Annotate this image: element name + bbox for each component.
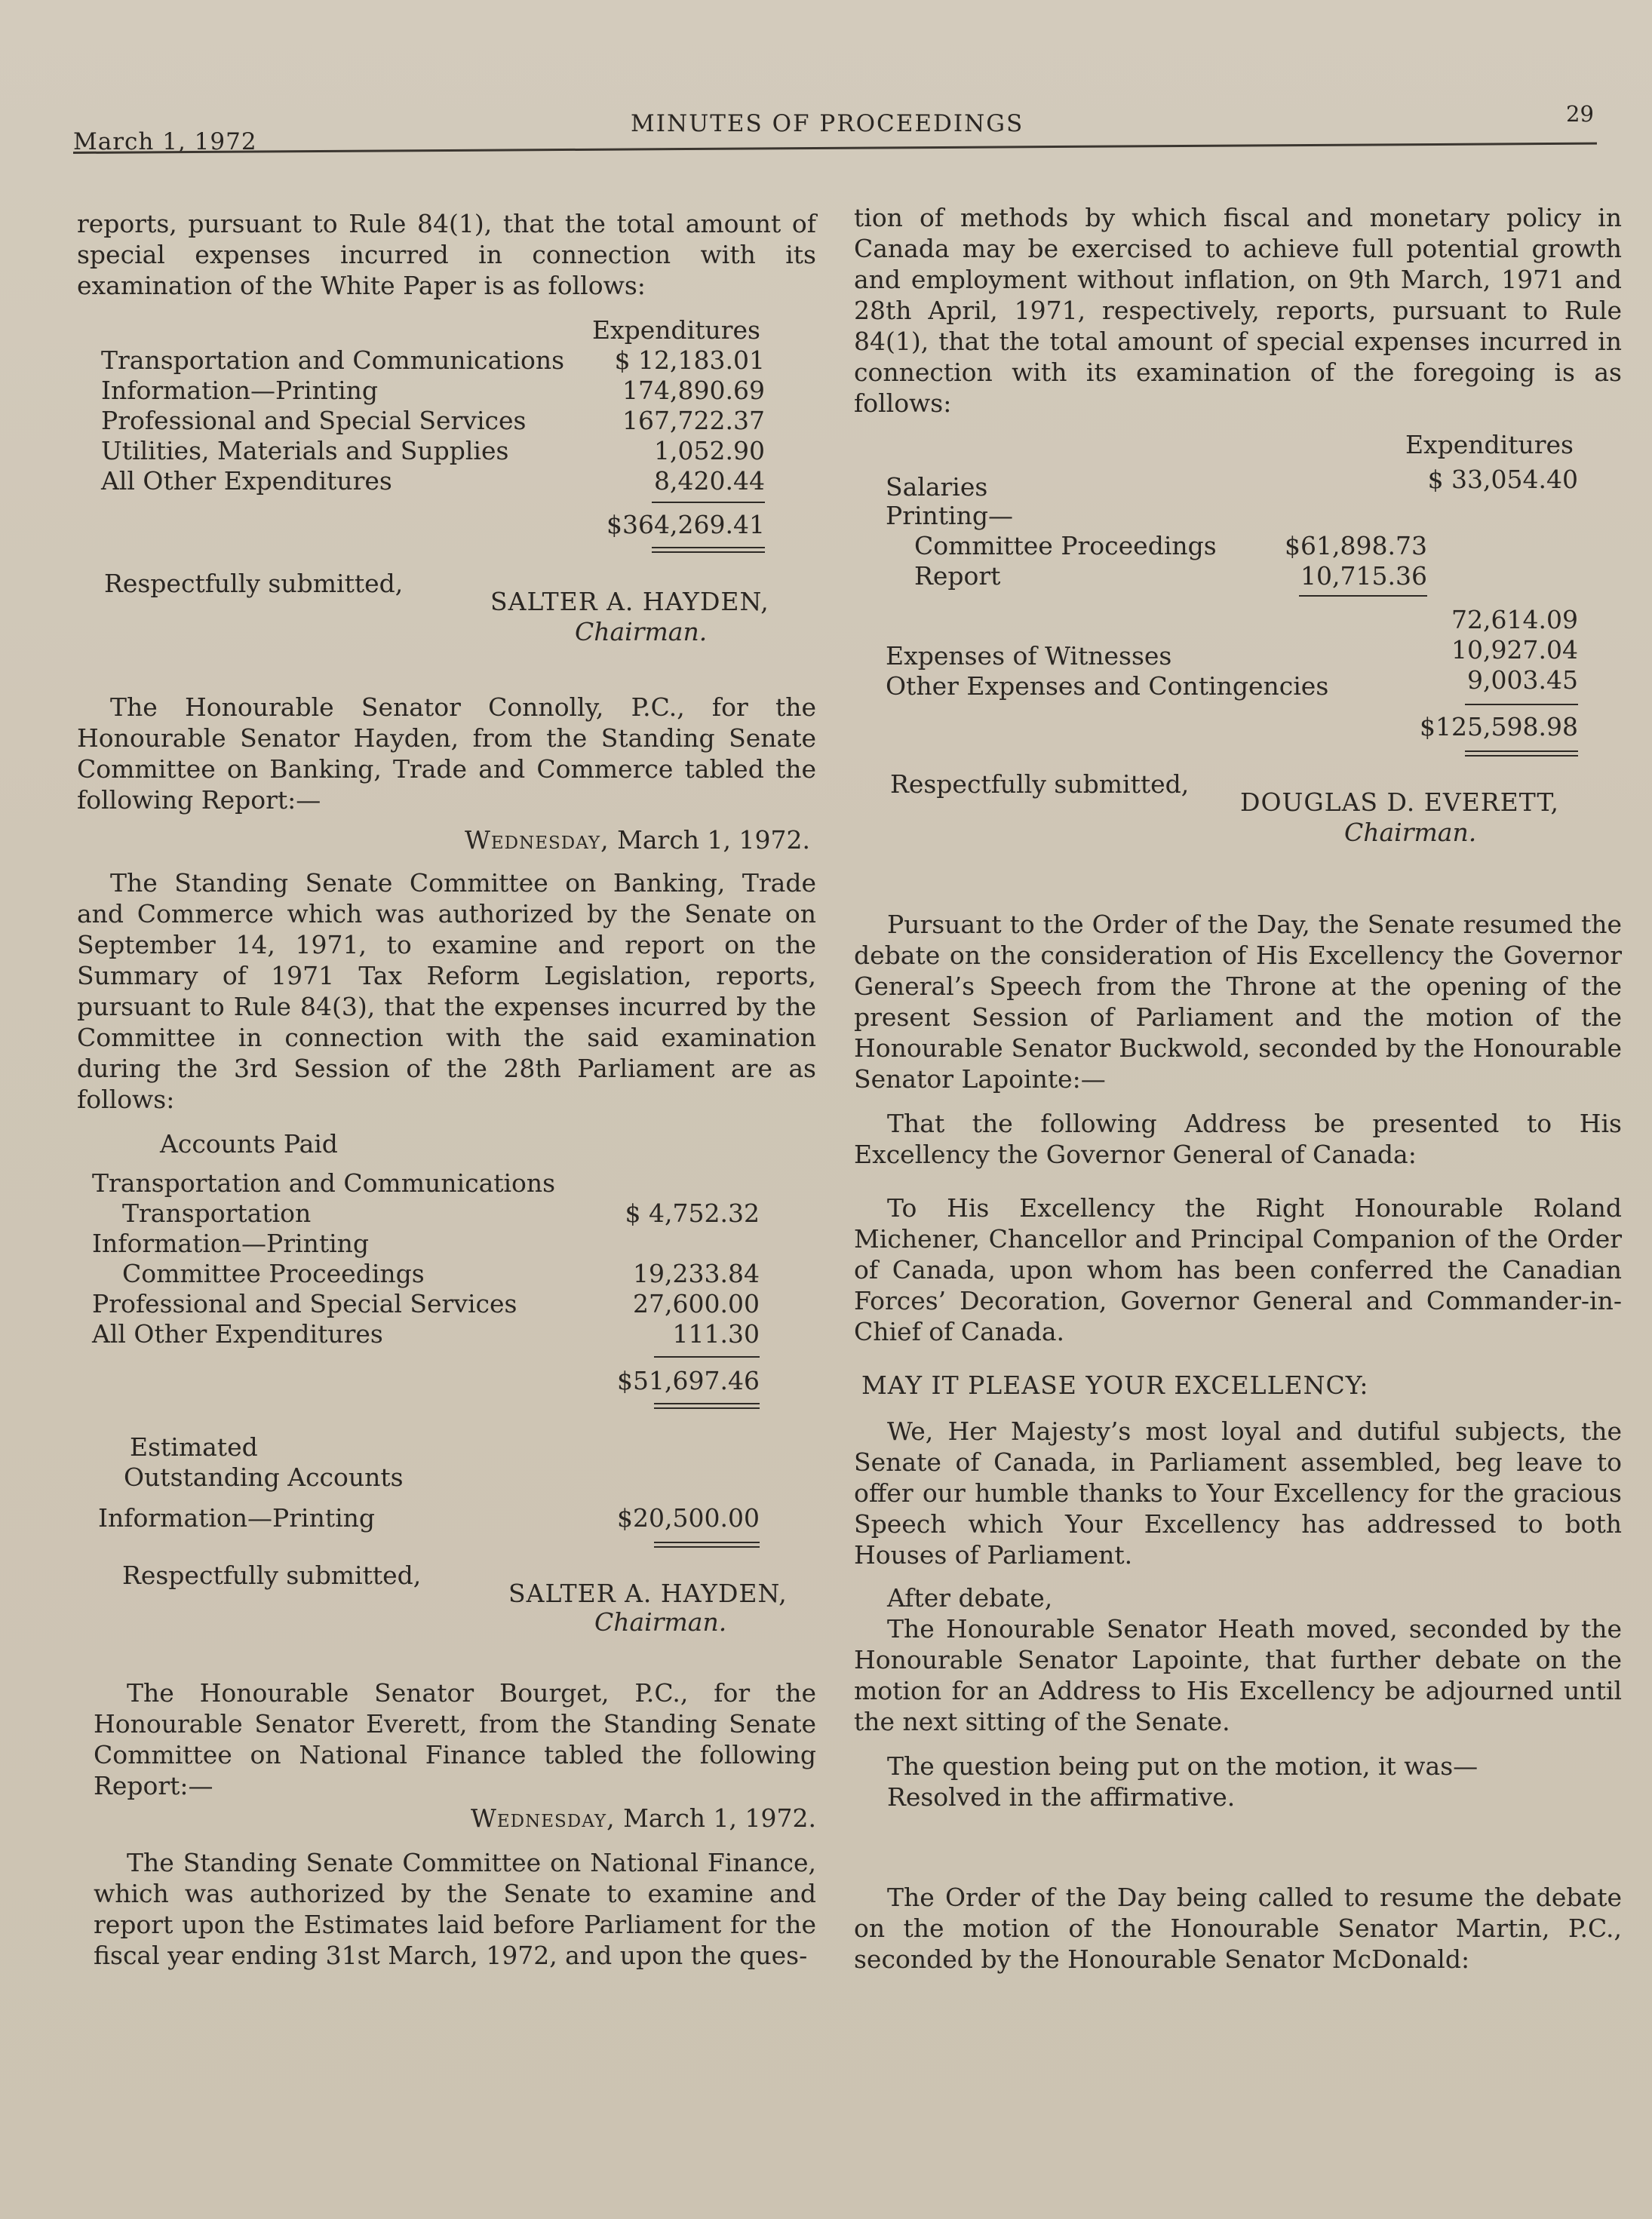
subtotal-rule: [652, 502, 765, 503]
table-row: Printing—: [886, 501, 1013, 530]
chairman-name: SALTER A. HAYDEN,: [490, 587, 769, 616]
table-row: Expenses of Witnesses 10,927.04: [886, 635, 1578, 671]
table-row: Information—Printing: [92, 1229, 370, 1258]
respectfully-submitted: Respectfully submitted,: [104, 569, 404, 598]
order-of-day-paragraph: The Order of the Day being called to resume the debate on the motion of the Honourable Senator Martin, P.C., seconded by the Honourable Senator McDonald:: [854, 1883, 1622, 1974]
total-double-rule: [652, 547, 765, 553]
table-row: All Other Expenditures 8,420.44: [101, 466, 765, 496]
table1-heading: Expenditures: [591, 315, 760, 345]
estimated-heading: Estimated: [130, 1432, 258, 1462]
table-row: Report 10,715.36: [914, 561, 1427, 591]
signature-block-1: [77, 568, 816, 651]
after-debate: After debate,: [887, 1583, 1053, 1613]
signature-block-3: [854, 769, 1622, 852]
total-double-rule: [654, 1403, 760, 1409]
bourget-paragraph: The Honourable Senator Bourget, P.C., for the Honourable Senator Everett, from the Standing Senate Committee on National Finance tabled the following Report:—: [94, 1678, 816, 1800]
expenditures-table-2: [886, 429, 1578, 757]
table-row: All Other Expenditures 111.30: [92, 1319, 760, 1349]
report-date-2: Wednesday, March 1, 1972.: [470, 1803, 816, 1833]
left-column: [77, 208, 816, 1971]
heath-paragraph: The Honourable Senator Heath moved, seconded by the Honourable Senator Lapointe, that further debate on the motion for an Address to His Excellency be adjourned until the next sitting of the Senate.: [854, 1614, 1622, 1736]
chairman-name: DOUGLAS D. EVERETT,: [1240, 787, 1560, 817]
may-it-please-heading: MAY IT PLEASE YOUR EXCELLENCY:: [861, 1370, 1369, 1400]
header-title: MINUTES OF PROCEEDINGS: [631, 110, 1024, 137]
subtotal-rule: [1299, 595, 1427, 597]
chairman-title: Chairman.: [575, 617, 708, 646]
pursuant-paragraph: Pursuant to the Order of the Day, the Senate resumed the debate on the consideration of His Excellency the Governor General’s Speech from the Throne at the opening of the present Session of Parliament and the motion of the Honourable Senator Buckwold, seconded by the Honourable Senator Lapointe:—: [854, 910, 1622, 1094]
table-row: Committee Proceedings 19,233.84: [122, 1259, 760, 1288]
table-row: Transportation $ 4,752.32: [122, 1199, 760, 1228]
subtotal-rule: [1465, 704, 1578, 705]
table-row: Professional and Special Services 167,722.37: [101, 406, 765, 435]
table2-total: $51,697.46: [617, 1366, 760, 1395]
finance-paragraph: The Standing Senate Committee on National Finance, which was authorized by the Senate to examine and report upon the Estimates laid before Parliament for the fiscal year ending 31st March, 1972, and upon the ques-: [94, 1848, 816, 1970]
header-rule: [73, 143, 1597, 154]
chairman-title: Chairman.: [1344, 818, 1477, 847]
table-row: Committee Proceedings $61,898.73: [914, 531, 1427, 560]
banking-paragraph: The Standing Senate Committee on Banking, Trade and Commerce which was authorized by the Senate on September 14, 1971, to examine and report on the Summary of 1971 Tax Reform Legislation, reports, pursuant to Rule 84(3), that the expenses incurred by the Committee in connection with the said examination during the 3rd Session of the 28th Parliament are as follows:: [77, 868, 816, 1114]
total-double-rule: [654, 1542, 760, 1548]
signature-block-2: [77, 1560, 816, 1643]
outstanding-heading: Outstanding Accounts: [124, 1462, 404, 1492]
accounts-paid-heading: Accounts Paid: [160, 1129, 338, 1159]
table-row: Other Expenses and Contingencies 9,003.45: [886, 665, 1578, 701]
address-paragraph: That the following Address be presented to His Excellency the Governor General of Canada:: [854, 1109, 1622, 1169]
connolly-paragraph: The Honourable Senator Connolly, P.C., for the Honourable Senator Hayden, from the Standing Senate Committee on Banking, Trade and Commerce tabled the following Report:—: [77, 692, 816, 815]
right-intro-paragraph: tion of methods by which fiscal and monetary policy in Canada may be exercised to achieve full potential growth and employment without inflation, on 9th March, 1971 and 28th April, 1971, respectively, reports, pursuant to Rule 84(1), that the total amount of special expenses incurred in connection with its examination of the foregoing is as follows:: [854, 203, 1622, 418]
left-intro-paragraph: reports, pursuant to Rule 84(1), that the total amount of special expenses incurred in connection with its examination of the White Paper is as follows:: [77, 209, 816, 300]
accounts-paid-table: [92, 1128, 760, 1548]
table-row: Salaries $ 33,054.40: [886, 465, 1578, 502]
table-row: Utilities, Materials and Supplies 1,052.90: [101, 436, 765, 465]
page-number: 29: [1566, 101, 1594, 127]
chairman-title: Chairman.: [594, 1607, 727, 1637]
question-put: The question being put on the motion, it was—: [887, 1751, 1479, 1781]
resolved-affirmative: Resolved in the affirmative.: [887, 1782, 1236, 1812]
right-column: [854, 202, 1622, 1975]
to-his-excellency-paragraph: To His Excellency the Right Honourable Roland Michener, Chancellor and Principal Companion of the Order of Canada, upon whom has been conferred the Canadian Forces’ Decoration, Governor General and Commander-in-Chief of Canada.: [854, 1193, 1622, 1346]
respectfully-submitted: Respectfully submitted,: [890, 769, 1190, 799]
total-double-rule: [1465, 750, 1578, 757]
table-row: Professional and Special Services 27,600.00: [92, 1289, 760, 1318]
report-date-1: Wednesday, March 1, 1972.: [464, 825, 810, 855]
table1-total: $364,269.41: [606, 510, 765, 539]
table-total: $125,598.98: [1420, 712, 1578, 741]
subtotal-rule: [654, 1356, 760, 1358]
we-her-majesty-paragraph: We, Her Majesty’s most loyal and dutiful subjects, the Senate of Canada, in Parliament assembled, beg leave to offer our humble thanks to Your Excellency for the gracious Speech which Your Excellency has addressed to both Houses of Parliament.: [854, 1416, 1622, 1570]
printing-subtotal: 72,614.09: [1451, 605, 1578, 634]
chairman-name: SALTER A. HAYDEN,: [508, 1579, 788, 1608]
table-row: Transportation and Communications $ 12,183.01: [101, 345, 765, 375]
expenditures-table-1: [101, 315, 765, 553]
table-row: Information—Printing $20,500.00: [98, 1503, 760, 1533]
header-date: March 1, 1972: [73, 128, 257, 155]
table-row: Information—Printing 174,890.69: [101, 376, 765, 405]
respectfully-submitted: Respectfully submitted,: [122, 1561, 422, 1590]
table-heading: Expenditures: [1405, 430, 1574, 459]
group-label: Transportation and Communications: [92, 1168, 556, 1198]
